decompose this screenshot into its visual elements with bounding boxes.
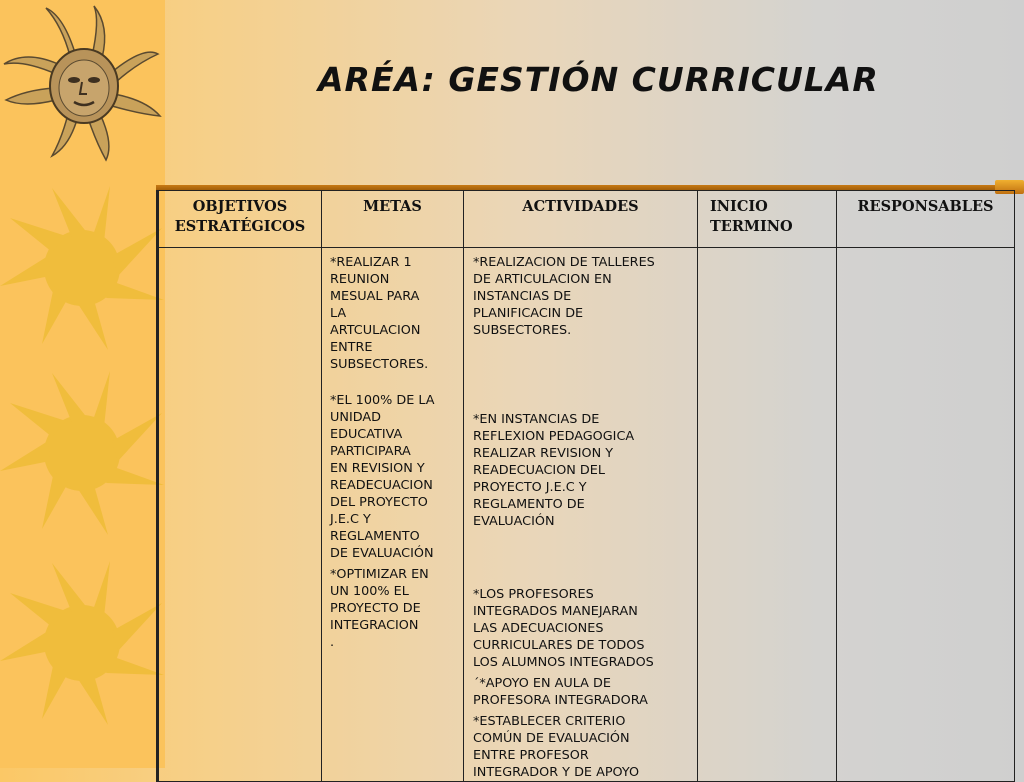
header-responsables: RESPONSABLES: [837, 191, 1015, 248]
page-title: ARÉA: GESTIÓN CURRICULAR: [318, 60, 879, 99]
header-objetivos: OBJETIVOS ESTRATÉGICOS: [158, 191, 322, 248]
cell-metas: [322, 248, 464, 782]
sun-icon: [0, 180, 165, 355]
sun-icon: [0, 365, 165, 540]
actividad-item: *LOS PROFESORES INTEGRADOS MANEJARAN LAS ADECUACIONES CURRICULARES DE TODOS LOS ALUMNOS INTEGRADOS: [473, 587, 654, 670]
header-actividades: ACTIVIDADES: [464, 191, 698, 248]
sun-face-icon: [0, 0, 170, 175]
cell-objetivos: [158, 248, 322, 782]
meta-item: *OPTIMIZAR EN UN 100% EL PROYECTO DE INTEGRACION .: [330, 567, 429, 650]
actividad-item: *REALIZACION DE TALLERES DE ARTICULACION EN INSTANCIAS DE PLANIFICACIN DE SUBSECTORES.: [473, 255, 655, 338]
actividad-item: ´*APOYO EN AULA DE PROFESORA INTEGRADORA: [473, 676, 648, 708]
actividad-item: *EN INSTANCIAS DE REFLEXION PEDAGOGICA REALIZAR REVISION Y READECUACION DEL PROYECTO J.E.C Y REGLAMENTO DE EVALUACIÓN: [473, 412, 635, 529]
meta-item: *REALIZAR 1 REUNION MESUAL PARA LA ARTCULACION ENTRE SUBSECTORES.: [330, 255, 429, 372]
cell-inicio-termino: [698, 248, 837, 782]
table-row: [158, 248, 1015, 782]
sun-icon: [0, 555, 165, 730]
header-inicio-termino: INICIO TERMINO: [698, 191, 837, 248]
table-header-row: [158, 191, 1015, 248]
curriculum-table: [156, 190, 1015, 782]
cell-actividades: [464, 248, 698, 782]
meta-item: *EL 100% DE LA UNIDAD EDUCATIVA PARTICIPARA EN REVISION Y READECUACION DEL PROYECTO J.E.C Y REGLAMENTO DE EVALUACIÓN: [330, 393, 435, 561]
actividad-item: *ESTABLECER CRITERIO COMÚN DE EVALUACIÓN ENTRE PROFESOR INTEGRADOR Y DE APOYO: [473, 714, 640, 780]
header-metas: METAS: [322, 191, 464, 248]
cell-responsables: [837, 248, 1015, 782]
